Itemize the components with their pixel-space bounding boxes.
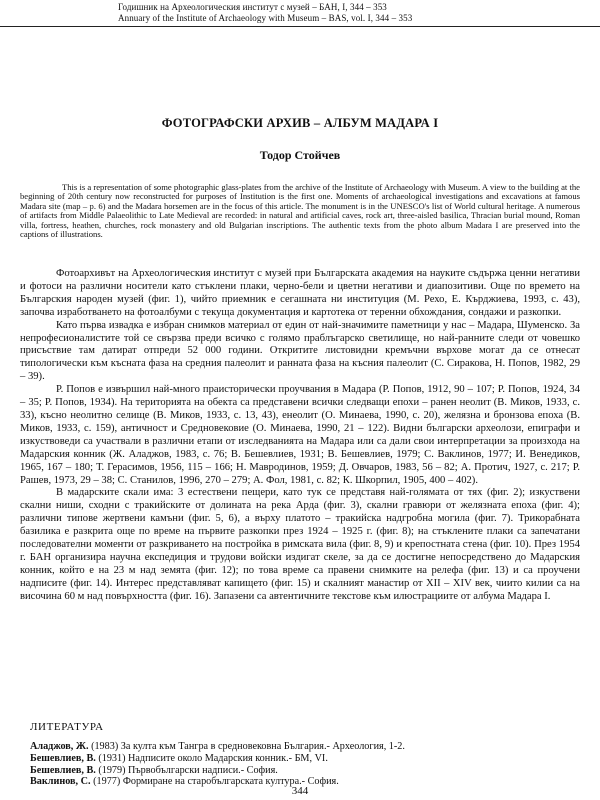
reference-item [30,741,570,753]
running-header [0,0,600,27]
article-body [20,268,580,604]
reference-text: (1979) Първобългарски надписи.- София. [95,764,278,776]
reference-author: Аладжов, Ж. [30,741,89,752]
reference-author: Бешевлиев, В. [30,752,96,764]
body-paragraph: В мадарските скали има: 3 естествени пещери, като тук се представя най-голямата от тях (фиг. 2); изкуствени скални ниши, сходни с тракийските от долината на река Арда (фиг. 3), скални гравюри от желязната епоха (фиг. 4); различни типове жертвени камъни (фиг. 5, 6), а върху платото – тракийска надгробна могила (фиг. 7). Трикорабната базилика е разкрита още по време на първите разкопки през 1924 – 1925 г. (фиг. 8); на стъклените плаки са запечатани последователни моменти от разкриването на постройка в римската вила (фиг. 8, 9) и крепостната стена (фиг. 10). През 1954 г. БАН организира научна експедиция и трудови войски издигат скеле, за да се достигне непосредствено до Мадарския конник, който е на 23 м над земята (фиг. 12); по това време са правени снимките на релефа (фиг. 13) и са проучени надписите (фиг. 14). Интерес представляват капището (фиг. 15) и скалният манастир от XII – XIV век, чиито килии са на височина 60 м над повърхността (фиг. 16). Запазени са автентичните текстове към илюстрациите от албума Мадара I. [20,487,580,602]
reference-item [30,753,570,765]
article-author: Тодор Стойчев [259,148,341,162]
article-title: ФОТОГРАФСКИ АРХИВ – АЛБУМ МАДАРА I [161,116,439,130]
references-heading: ЛИТЕРАТУРА [30,721,104,733]
reference-author: Ваклинов, С. [30,776,91,788]
reference-text: (1983) За култа към Тангра в средновековна България.- Археология, 1-2. [88,741,405,752]
header-line-bulgarian: Годишник на Археологическия институт с музей – БАН, I, 344 – 353 [118,2,387,12]
reference-text: (1931) Надписите около Мадарския конник.- БМ, VI. [95,752,328,764]
references-list [30,741,570,788]
header-line-english: Annuary of the Institute of Archaeology with Museum – BAS, vol. I, 344 – 353 [118,13,413,23]
reference-item [30,765,570,777]
reference-text: (1977) Формиране на старобългарската култура.- София. [90,776,339,788]
page-number: 344 [291,785,309,797]
abstract: This is a representation of some photographic glass-plates from the archive of the Institute of Archaeology with Museum. A view to the building at the beginning of 20th century now reconstructed for purposes of Institution is the first one. Moments of archaeological investigations and excavations at famous Madara site (map – p. 6) and the Madara horsemen are in the focus of this article. The monument is in the UNESCO's list of World cultural heritage. A numerous of artifacts from Middle Palaeolithic to Late Medieval are recorded: in natural and artificial caves, rock art, three-aisled basilica, Thracian burial mound, Roman villa, fortress, heathen, churches, rock monastery and old Bulgarian inscriptions. The authentic texts from the photo album Madara I are preserved into the captions of illustrations. [20,182,580,240]
body-paragraph: Р. Попов е извършил най-много праисторически проучвания в Мадара (Р. Попов, 1912, 90 – 107; Р. Попов, 1924, 34 – 35; Р. Попов, 1934). На територията на обекта са представени всички следващи епохи – ранен неолит (В. Миков, 1933, с. 33), късно неолитно селище (В. Миков, 1933, с. 13, 43), енеолит (О. Минаева, 1990, с. 20), желязна и бронзова епоха (В. Миков, 1933, с. 159), античност и Средновековие (О. Минаева, 1990, 21 – 122). Видни български археолози, епиграфи и изкуствоведи са участвали в различни етапи от изследванията на Мадара или са дали свои интерпретации за произхода на Мадарския конник (Ж. Аладжов, 1983, с. 76; В. Бешевлиев, 1931; В. Бешевлиев, 1979; С. Ваклинов, 1977; И. Венедиков, 1965, 167 – 180; Т. Герасимов, 1956, 115 – 166; Н. Мавродинов, 1959; Д. Овчаров, 1983, 56 – 82; А. Протич, 1927, с. 217; Р. Рашев, 1973, 29 – 38; С. Станилов, 1996, 270 – 279; А. Фол, 1981, с. 82; К. Шкорпил, 1905, 400 – 402). [20,384,580,486]
reference-author: Бешевлиев, В. [30,764,96,776]
body-paragraph: Фотоархивът на Археологическия институт с музей при Българската академия на науките съдържа ценни негативи и фотоси на различни носители като стъклени плаки, черно-бели и цветни негативи и диапозитиви. Още по времето на Българския народен музей (фиг. 1), чийто приемник е сегашната ни институция (М. Рехо, Е. Кърджиева, 1993, с. 43), започва изработването на фотоалбуми с текуща документация и картотека от теренни обхождания, сондажи и разкопки. [20,268,580,318]
body-paragraph: Като първа извадка е избран снимков материал от един от най-значимите паметници у нас – Мадара, Шуменско. За непрофесионалистите той се свързва преди всичко с голямо праблъгарско светилище, но най-ранните следи от човешко присъствие там датират отпреди 52 000 години. Откритите листовидни кремъчни върхове могат да се отнесат типологически към късната фаза на средния палеолит и ранната фаза на късния палеолит (С. Сиракова, Н. Попов, 1982, 29 – 39). [20,319,580,383]
